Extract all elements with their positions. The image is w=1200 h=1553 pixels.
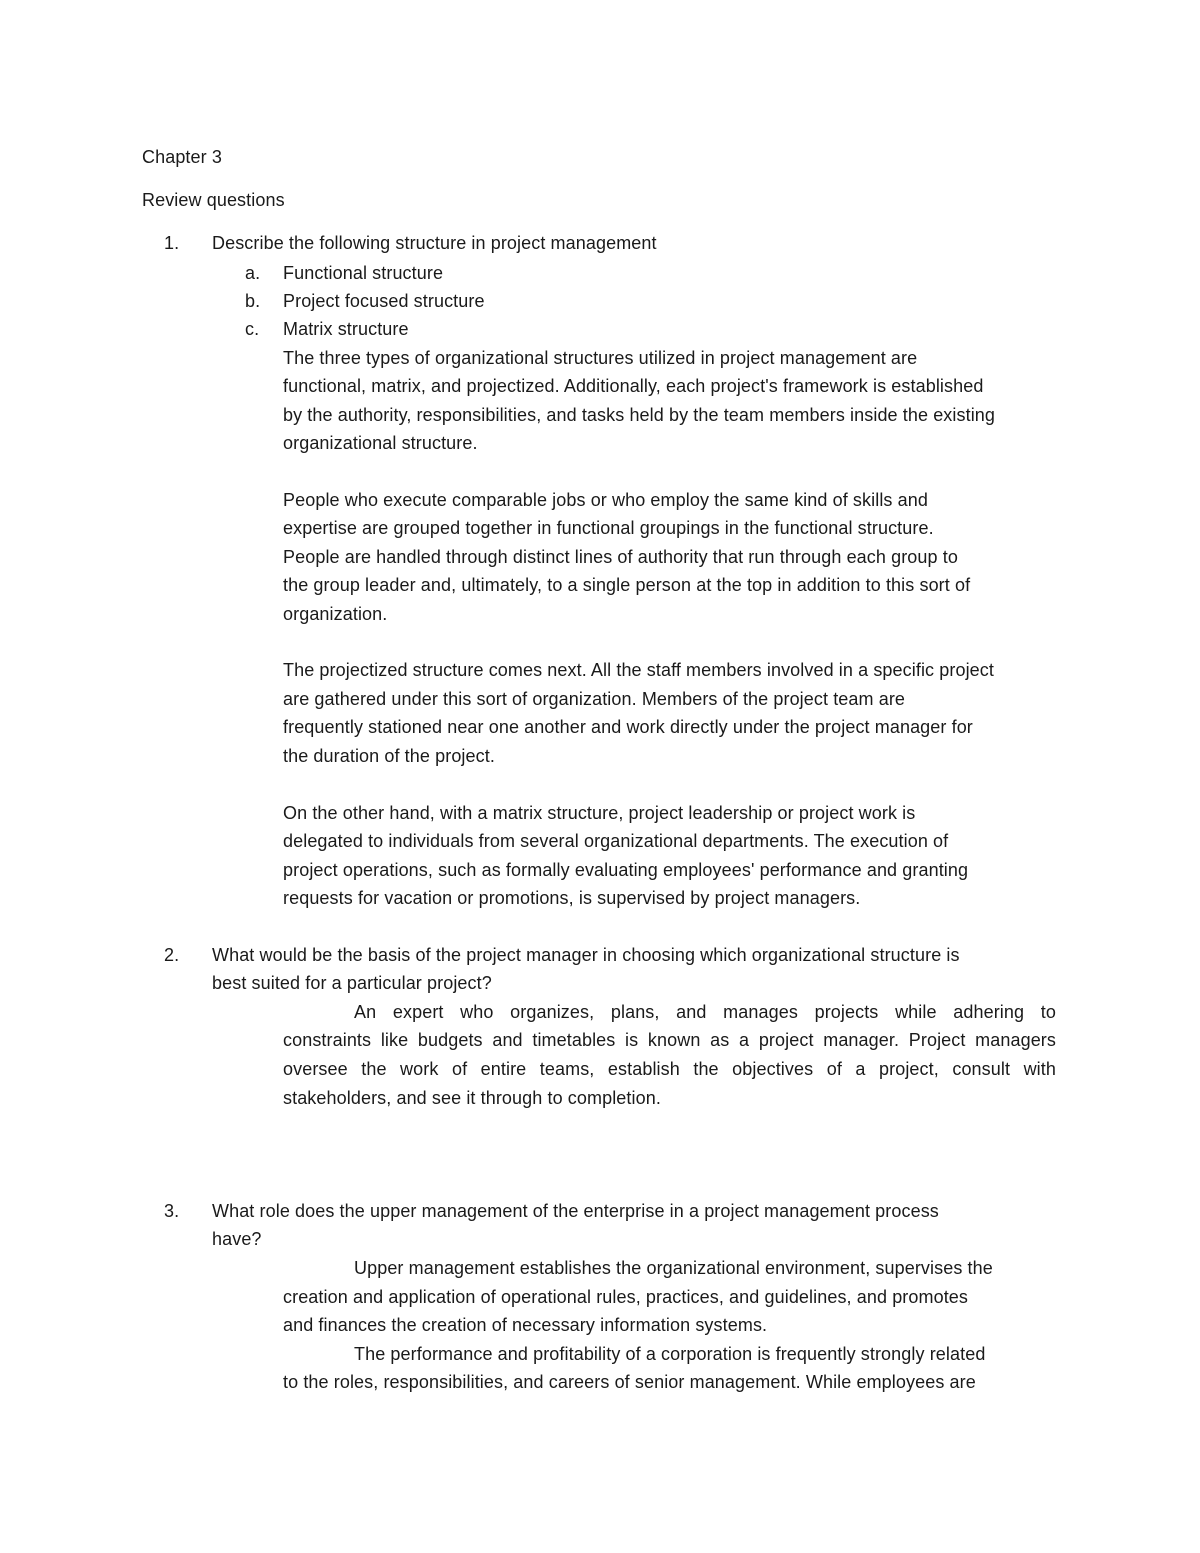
answer-3-line-1: Upper management establishes the organizational environment, supervises the: [354, 1258, 993, 1278]
answer-1-p3-line-4: the duration of the project.: [283, 746, 495, 766]
answer-1-p2-line-1: People who execute comparable jobs or who employ the same kind of skills and: [283, 490, 928, 510]
answer-1-p1-line-2: functional, matrix, and projectized. Additionally, each project's framework is established: [283, 376, 984, 396]
section-title: Review questions: [142, 190, 285, 210]
sub-item-b-letter: b.: [245, 291, 261, 311]
answer-1-p2-line-4: the group leader and, ultimately, to a single person at the top in addition to this sort of: [283, 575, 971, 595]
answer-1-p2-line-3: People are handled through distinct lines of authority that run through each group to: [283, 547, 958, 567]
answer-3-line-4: The performance and profitability of a corporation is frequently strongly related: [354, 1344, 986, 1364]
answer-1-p4-line-4: requests for vacation or promotions, is supervised by project managers.: [283, 888, 861, 908]
sub-item-c-text: Matrix structure: [283, 319, 409, 339]
sub-item-a-text: Functional structure: [283, 263, 444, 283]
answer-3-line-2: creation and application of operational rules, practices, and guidelines, and promotes: [283, 1287, 969, 1307]
sub-item-c-letter: c.: [245, 319, 260, 339]
answer-2-line-3: oversee the work of entire teams, establish the objectives of a project, consult with: [283, 1059, 1056, 1079]
answer-1-p1-line-3: by the authority, responsibilities, and tasks held by the team members inside the existing: [283, 405, 996, 425]
question-3-text-line-2: have?: [212, 1229, 262, 1249]
answer-1-p4-line-1: On the other hand, with a matrix structure, project leadership or project work is: [283, 803, 916, 823]
answer-1-p4-line-2: delegated to individuals from several organizational departments. The execution of: [283, 831, 949, 851]
answer-1-p2-line-5: organization.: [283, 604, 388, 624]
answer-2-line-4: stakeholders, and see it through to completion.: [283, 1088, 661, 1108]
question-2-text-line-1: What would be the basis of the project manager in choosing which organizational structure is: [212, 945, 960, 965]
answer-1-p1-line-4: organizational structure.: [283, 433, 478, 453]
chapter-title: Chapter 3: [142, 147, 222, 167]
sub-item-b-text: Project focused structure: [283, 291, 485, 311]
question-3-number: 3.: [164, 1201, 180, 1221]
answer-2-line-2: constraints like budgets and timetables is known as a project manager. Project managers: [283, 1030, 1056, 1050]
answer-1-p2-line-2: expertise are grouped together in functional groupings in the functional structure.: [283, 518, 934, 538]
answer-1-p1-line-1: The three types of organizational structures utilized in project management are: [283, 348, 918, 368]
answer-1-p3-line-3: frequently stationed near one another and work directly under the project manager for: [283, 717, 973, 737]
answer-1-p3-line-2: are gathered under this sort of organization. Members of the project team are: [283, 689, 906, 709]
question-1-text: Describe the following structure in project management: [212, 233, 657, 253]
answer-3-line-5: to the roles, responsibilities, and careers of senior management. While employees are: [283, 1372, 976, 1392]
answer-1-p3-line-1: The projectized structure comes next. All the staff members involved in a specific project: [283, 660, 994, 680]
answer-3-line-3: and finances the creation of necessary information systems.: [283, 1315, 768, 1335]
question-1-number: 1.: [164, 233, 180, 253]
question-2-number: 2.: [164, 945, 180, 965]
question-2-text-line-2: best suited for a particular project?: [212, 973, 492, 993]
answer-2-line-1: An expert who organizes, plans, and manages projects while adhering to: [354, 1002, 1056, 1022]
question-3-text-line-1: What role does the upper management of the enterprise in a project management process: [212, 1201, 939, 1221]
sub-item-a-letter: a.: [245, 263, 261, 283]
answer-1-p4-line-3: project operations, such as formally evaluating employees' performance and granting: [283, 860, 969, 880]
